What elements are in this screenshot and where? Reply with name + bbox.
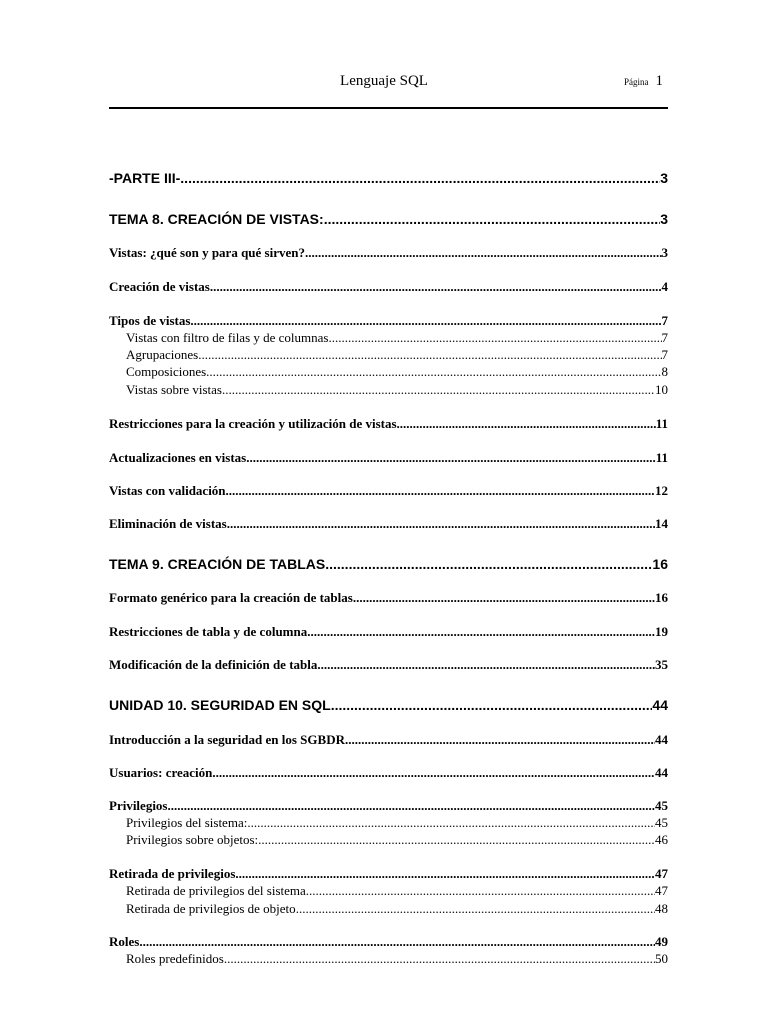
toc-entry-modificacion-tabla[interactable] (109, 657, 668, 673)
toc-entry-page: 7 (661, 347, 668, 362)
toc-entry-page: 4 (661, 279, 668, 294)
toc-entry-page: 3 (660, 170, 668, 186)
toc-entry-page: 47 (655, 883, 668, 898)
toc-entry-vistas-con-filtro[interactable] (126, 330, 668, 346)
toc-entry-unidad-10[interactable] (109, 697, 668, 713)
toc-entry-page: 11 (655, 450, 668, 465)
toc-entry-tema-8[interactable] (109, 211, 668, 227)
page-number: 1 (655, 73, 663, 89)
toc-leader-dots (190, 313, 661, 329)
toc-leader-dots (307, 624, 655, 640)
toc-leader-dots (206, 364, 661, 380)
toc-leader-dots (168, 798, 656, 814)
toc-entry-title: Modificación de la definición de tabla (109, 657, 318, 672)
toc-entry-page: 46 (655, 832, 668, 847)
toc-entry-title: Composiciones (126, 364, 207, 379)
toc-entry-page: 44 (652, 697, 668, 713)
toc-entry-title: Retirada de privilegios (109, 866, 236, 881)
toc-entry-title: Vistas con filtro de filas y de columnas (126, 330, 329, 345)
toc-leader-dots (331, 697, 653, 713)
toc-entry-page: 44 (655, 765, 668, 780)
toc-entry-agrupaciones[interactable] (126, 347, 668, 363)
toc-entry-page: 19 (655, 624, 668, 639)
toc-entry-title: TEMA 9. CREACIÓN DE TABLAS (109, 556, 326, 572)
toc-entry-page: 14 (655, 516, 668, 531)
toc-entry-title: Restricciones de tabla y de columna (109, 624, 308, 639)
toc-entry-privilegios[interactable] (109, 798, 668, 814)
toc-entry-creacion-de-vistas[interactable] (109, 279, 668, 295)
toc-entry-tipos-de-vistas[interactable] (109, 313, 668, 329)
toc-entry-title: Vistas: ¿qué son y para qué sirven? (109, 245, 305, 260)
toc-entry-actualizaciones[interactable] (109, 450, 668, 466)
toc-entry-title: UNIDAD 10. SEGURIDAD EN SQL (109, 697, 331, 713)
toc-entry-page: 12 (655, 483, 668, 498)
toc-leader-dots (226, 483, 655, 499)
toc-entry-title: Formato genérico para la creación de tablas (109, 590, 353, 605)
toc-entry-vistas-que-son[interactable] (109, 245, 668, 261)
toc-leader-dots (235, 866, 655, 882)
toc-entry-title: Privilegios (109, 798, 168, 813)
toc-entry-formato-generico[interactable] (109, 590, 668, 606)
toc-entry-vistas-sobre-vistas[interactable] (126, 382, 668, 398)
toc-leader-dots (296, 901, 655, 917)
toc-entry-page: 3 (661, 245, 668, 260)
toc-leader-dots (397, 416, 656, 432)
toc-entry-title: Tipos de vistas (109, 313, 191, 328)
toc-entry-retirada-sistema[interactable] (126, 883, 668, 899)
toc-leader-dots (222, 382, 655, 398)
toc-leader-dots (325, 556, 652, 572)
toc-leader-dots (139, 934, 655, 950)
toc-entry-page: 44 (655, 732, 668, 747)
toc-leader-dots (353, 590, 655, 606)
toc-leader-dots (246, 450, 655, 466)
toc-entry-title: Introducción a la seguridad en los SGBDR (109, 732, 345, 747)
toc-leader-dots (306, 883, 655, 899)
toc-entry-title: -PARTE III- (109, 170, 181, 186)
toc-leader-dots (324, 211, 661, 227)
toc-entry-title: Agrupaciones (126, 347, 199, 362)
toc-entry-page: 8 (661, 364, 668, 379)
toc-entry-title: Restricciones para la creación y utilización de vistas (109, 416, 397, 431)
toc-entry-page: 50 (655, 951, 668, 966)
toc-entry-page: 47 (655, 866, 668, 881)
toc-entry-restricciones-tabla[interactable] (109, 624, 668, 640)
toc-leader-dots (198, 347, 661, 363)
toc-entry-page: 7 (661, 330, 668, 345)
toc-entry-parte-iii[interactable] (109, 170, 668, 186)
toc-entry-title: Privilegios sobre objetos: (126, 832, 259, 847)
toc-entry-title: Vistas con validación (109, 483, 226, 498)
toc-entry-page: 10 (655, 382, 668, 397)
toc-entry-page: 45 (655, 815, 668, 830)
toc-entry-privilegios-sistema[interactable] (126, 815, 668, 831)
toc-entry-title: Usuarios: creación (109, 765, 213, 780)
toc-entry-introduccion-seguridad[interactable] (109, 732, 668, 748)
toc-entry-title: TEMA 8. CREACIÓN DE VISTAS: (109, 211, 324, 227)
toc-entry-title: Retirada de privilegios del sistema (126, 883, 306, 898)
toc-entry-title: Retirada de privilegios de objeto (126, 901, 296, 916)
toc-entry-eliminacion-de-vistas[interactable] (109, 516, 668, 532)
toc-entry-retirada-objeto[interactable] (126, 901, 668, 917)
toc-entry-composiciones[interactable] (126, 364, 668, 380)
toc-entry-page: 11 (655, 416, 668, 431)
toc-leader-dots (317, 657, 655, 673)
toc-leader-dots (212, 765, 655, 781)
toc-entry-title: Roles (109, 934, 140, 949)
toc-entry-page: 49 (655, 934, 668, 949)
toc-entry-title: Actualizaciones en vistas (109, 450, 247, 465)
toc-entry-page: 48 (655, 901, 668, 916)
toc-entry-roles-predefinidos[interactable] (126, 951, 668, 967)
toc-entry-page: 3 (660, 211, 668, 227)
page-label: Página (624, 77, 649, 87)
toc-entry-roles[interactable] (109, 934, 668, 950)
toc-entry-page: 35 (655, 657, 668, 672)
toc-entry-page: 16 (652, 556, 668, 572)
toc-leader-dots (247, 815, 655, 831)
header-page-number (624, 73, 663, 90)
toc-entry-title: Eliminación de vistas (109, 516, 227, 531)
toc-leader-dots (345, 732, 655, 748)
toc-entry-page: 45 (655, 798, 668, 813)
header-title: Lenguaje SQL (340, 73, 428, 89)
toc-entry-title: Vistas sobre vistas (126, 382, 222, 397)
toc-entry-privilegios-objetos[interactable] (126, 832, 668, 848)
toc-entry-page: 16 (655, 590, 668, 605)
toc-entry-vistas-con-validacion[interactable] (109, 483, 668, 499)
toc-entry-title: Creación de vistas (109, 279, 210, 294)
toc-entry-restricciones-vistas[interactable] (109, 416, 668, 432)
toc-leader-dots (210, 279, 662, 295)
toc-entry-retirada-privilegios[interactable] (109, 866, 668, 882)
toc-leader-dots (224, 951, 655, 967)
toc-leader-dots (227, 516, 655, 532)
toc-entry-title: Privilegios del sistema: (126, 815, 248, 830)
toc-leader-dots (328, 330, 661, 346)
toc-entry-usuarios-creacion[interactable] (109, 765, 668, 781)
toc-entry-tema-9[interactable] (109, 556, 668, 572)
toc-entry-page: 7 (661, 313, 668, 328)
toc-leader-dots (180, 170, 660, 186)
header-rule (109, 107, 668, 109)
toc-leader-dots (258, 832, 655, 848)
toc-entry-title: Roles predefinidos (126, 951, 224, 966)
toc-leader-dots (305, 245, 662, 261)
